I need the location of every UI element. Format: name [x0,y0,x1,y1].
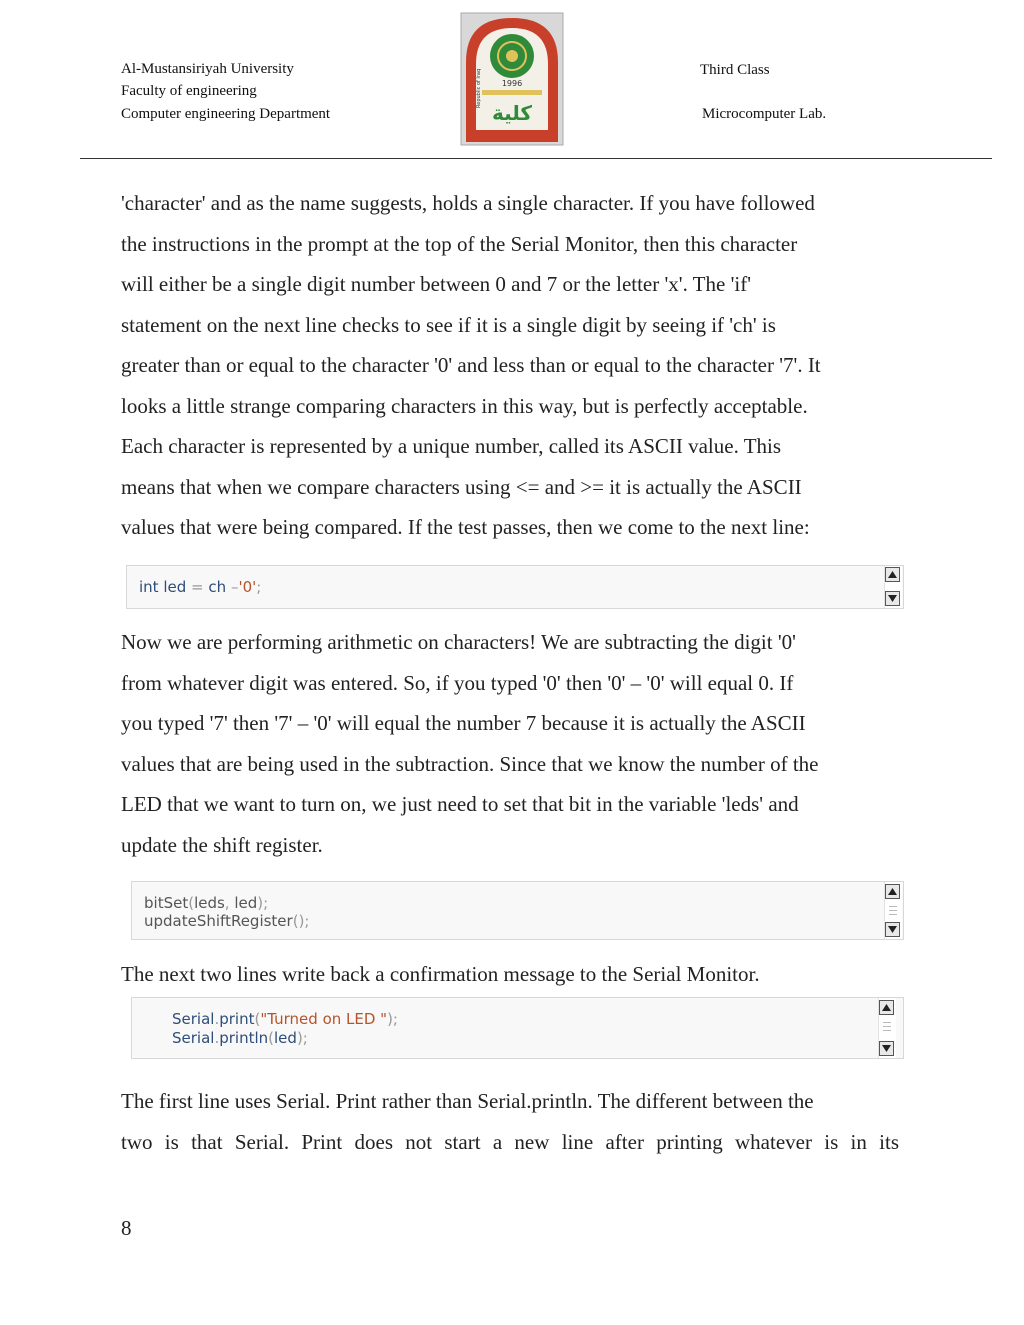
code1-op-minus: – [230,578,239,596]
arrow-up-icon [882,1004,891,1011]
para1-line-8: means that when we compare characters using <= and >= it is actually the ASCII [121,474,802,499]
code3-dot: . [214,1010,220,1028]
para1-line-5: greater than or equal to the character '0' and less than or equal to the character '7'. It [121,353,821,377]
para2-line-2: from whatever digit was entered. So, if you typed '0' then '0' – '0' will equal 0. If [121,670,794,695]
code1-op-assign: = [191,578,204,596]
class-label: Third Class [700,62,770,78]
scroll-grip [889,910,897,911]
code3-obj-serial-2: Serial [172,1029,215,1047]
code2-line-1 [144,894,268,912]
code3-fn-print: print [219,1010,255,1028]
arrow-down-icon [882,1045,891,1052]
scroll-grip [889,906,897,907]
university-seal-logo [460,12,564,146]
code2-paren-close: ); [257,894,269,912]
code1-var-led: led [163,578,187,596]
scroll-down-button[interactable] [885,591,900,606]
code1-char-literal: '0' [238,578,257,596]
para1-line-1: 'character' and as the name suggests, holds a single character. If you have followed [121,191,815,215]
para1-line-9: values that were being compared. If the test passes, then we come to the next line: [121,515,810,539]
code3-paren-open-2: ( [268,1029,275,1047]
code1-scrollbar[interactable] [884,566,902,608]
para3-line-1: The next two lines write back a confirmation message to the Serial Monitor. [121,962,760,986]
code1-semicolon: ; [256,578,262,596]
para2-line-3: you typed '7' then '7' – '0' will equal the number 7 because it is actually the ASCII [121,711,806,735]
paragraph-3 [121,954,911,995]
arrow-down-icon [888,926,897,933]
para4-line-2: two is that Serial. Print does not start a new line after printing whatever is in its [121,1129,899,1154]
para1-line-3: will either be a single digit number between 0 and 7 or the letter 'x'. The 'if' [121,272,751,296]
scroll-grip [883,1026,891,1027]
scroll-up-button[interactable] [885,567,900,582]
arrow-up-icon [888,571,897,578]
paragraph-4 [121,1081,899,1162]
code2-fn-update: updateShiftRegister [144,912,293,930]
para2-line-1: Now we are performing arithmetic on characters! We are subtracting the digit '0' [121,630,796,654]
lab-label: Microcomputer Lab. [702,106,827,122]
seal-main-text: كلية [491,101,533,125]
code2-fn-bitset: bitSet [144,894,189,912]
arrow-down-icon [888,595,897,602]
code1-line [139,578,261,596]
code1-var-ch: ch [208,578,227,596]
para4-line-1: The first line uses Serial. Print rather than Serial.println. The different between the [121,1089,814,1113]
code3-dot-2: . [214,1029,220,1047]
department-name: Computer engineering Department [121,106,331,122]
seal-side-text: Republic of Iraq [476,68,482,108]
scroll-up-button[interactable] [879,1000,894,1015]
code-block-3 [131,997,904,1059]
code1-keyword-int: int [139,578,159,596]
code2-line-2 [144,912,309,930]
header-divider [80,158,992,159]
code3-obj-serial: Serial [172,1010,215,1028]
code3-scrollbar[interactable] [878,998,896,1058]
code3-arg-led: led [274,1029,297,1047]
scroll-grip [883,1022,891,1023]
page-number: 8 [121,1216,132,1240]
arrow-up-icon [888,888,897,895]
para1-line-6: looks a little strange comparing characters in this way, but is perfectly acceptable. [121,393,808,418]
code3-fn-println: println [219,1029,269,1047]
code2-comma: , [224,894,230,912]
code2-scrollbar[interactable] [884,882,902,939]
code3-paren-close: ); [387,1010,398,1028]
para1-line-7: Each character is represented by a unique number, called its ASCII value. This [121,434,782,458]
scroll-down-button[interactable] [885,922,900,937]
code-block-2 [131,881,904,940]
scroll-up-button[interactable] [885,884,900,899]
code3-string-literal: "Turned on LED " [260,1010,388,1028]
code2-paren-open: ( [188,894,195,912]
paragraph-1 [121,183,911,548]
scroll-grip [889,914,897,915]
para2-line-6: update the shift register. [121,832,323,857]
university-name: Al-Mustansiriyah University [121,61,294,77]
code-block-1 [126,565,904,609]
scroll-grip [883,1030,891,1031]
paragraph-2 [121,622,911,865]
code3-line-1 [172,1010,398,1028]
faculty-name: Faculty of engineering [121,83,257,99]
para1-line-2: the instructions in the prompt at the top of the Serial Monitor, then this character [121,231,798,256]
code2-call-close: (); [292,912,310,930]
seal-year: 1996 [501,79,523,88]
code3-paren-open: ( [254,1010,261,1028]
scroll-down-button[interactable] [879,1041,894,1056]
code3-paren-close-2: ); [296,1029,308,1047]
code3-line-2 [172,1029,308,1047]
para1-line-4: statement on the next line checks to see if it is a single digit by seeing if 'ch' is [121,312,776,337]
para2-line-5: LED that we want to turn on, we just need to set that bit in the variable 'leds' and [121,792,799,816]
code2-arg-led: led [234,894,258,912]
para2-line-4: values that are being used in the subtraction. Since that we know the number of the [121,751,819,776]
code2-arg-leds: leds [194,894,225,912]
